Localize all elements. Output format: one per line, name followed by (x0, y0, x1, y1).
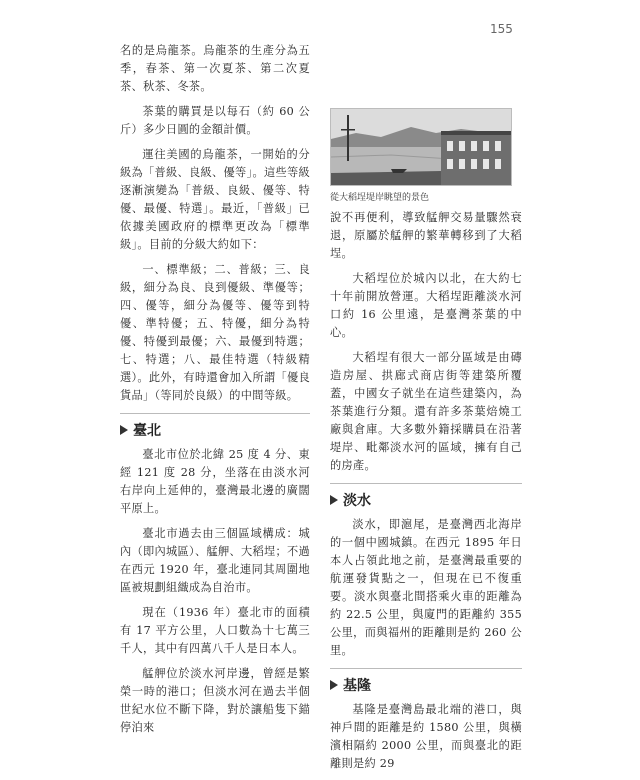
paragraph: 一、標準級；二、普級；三、良級，細分為良、良到優級、準優等；四、優等，細分為優等、優等到特優、準特優；五、特優，細分為特優、特優到最優；六、最優到特選；七、特選；八、最佳特選（特級精選）。此外，有時還會加入所謂「優良貨品」（等同於良級）的中間等級。 (120, 263, 310, 402)
paragraph: 基隆是臺灣島最北端的港口，與神戶間的距離是約 1580 公里，與橫濱相隔約 2000 公里，而與臺北的距離則是約 29 (330, 703, 522, 770)
section-heading-tamsui (330, 490, 522, 510)
triangle-bullet-icon (330, 495, 338, 505)
section-heading-keelung (330, 675, 522, 695)
section-divider (120, 413, 310, 414)
paragraph: 艋舺位於淡水河岸邊，曾經是繁榮一時的港口；但淡水河在過去半個世紀水位不斷下降，對於讓船隻下錨停泊來 (120, 667, 310, 734)
page-number: 155 (490, 22, 513, 36)
paragraph: 現在（1936 年）臺北市的面積有 17 平方公里，人口數為十七萬三千人，其中有四萬八千人是日本人。 (120, 606, 310, 655)
left-column (120, 42, 310, 744)
harbor-photo (330, 108, 512, 186)
photo-caption: 從大稻埕堤岸眺望的景色 (330, 193, 430, 203)
paragraph: 大稻埕位於城內以北，在大約七十年前開放營運。大稻埕距離淡水河口約 16 公里遠，是臺灣茶葉的中心。 (330, 272, 522, 339)
triangle-bullet-icon (120, 425, 128, 435)
paragraph: 名的是烏龍茶。烏龍茶的生產分為五季，春茶、第一次夏茶、第二次夏茶、秋茶、冬茶。 (120, 44, 310, 93)
paragraph: 運往美國的烏龍茶，一開始的分級為「普級、良級、優等」。這些等級逐漸演變為「普級、良級、優等、特優、最優、特選」。最近，「普級」已依據美國政府的標準更改為「標準級」。目前的分級大約如下： (120, 148, 310, 251)
right-column (330, 108, 522, 780)
paragraph: 淡水，即滬尾，是臺灣西北海岸的一個中國城鎮。在西元 1895 年日本人占領此地之前，是臺灣最重要的航運發貨點之一，但現在已不復重要。淡水與臺北間搭乘火車的距離為約 22.5 公里，與廈門的距離約 355 公里，而與福州的距離則是約 260 公里。 (330, 518, 522, 657)
paragraph: 臺北市過去由三個區域構成：城內（即內城區）、艋舺、大稻埕；不過在西元 1920 年，臺北連同其周圍地區被規劃組織成為自治市。 (120, 527, 310, 594)
section-divider (330, 483, 522, 484)
section-heading-taipei (120, 420, 310, 440)
paragraph: 臺北市位於北緯 25 度 4 分、東經 121 度 28 分，坐落在由淡水河右岸向上延伸的，臺灣最北邊的廣闊平原上。 (120, 448, 310, 515)
section-divider (330, 668, 522, 669)
section-title: 淡水 (343, 493, 371, 509)
paragraph: 大稻埕有很大一部分區域是由磚造房屋、拱廊式商店街等建築所覆蓋，中國女子就坐在這些建築內，為茶葉進行分類。還有許多茶葉焙燒工廠與倉庫。大多數外籍採購員在沿著堤岸、毗鄰淡水河的區域，擁有自己的房產。 (330, 351, 522, 472)
section-title: 臺北 (133, 423, 161, 439)
section-title: 基隆 (343, 678, 371, 694)
triangle-bullet-icon (330, 680, 338, 690)
paragraph: 說不再便利，導致艋舺交易量驟然衰退，原屬於艋舺的繁華轉移到了大稻埕。 (330, 211, 522, 260)
paragraph: 茶葉的購買是以每石（約 60 公斤）多少日圓的金額計價。 (120, 105, 310, 136)
